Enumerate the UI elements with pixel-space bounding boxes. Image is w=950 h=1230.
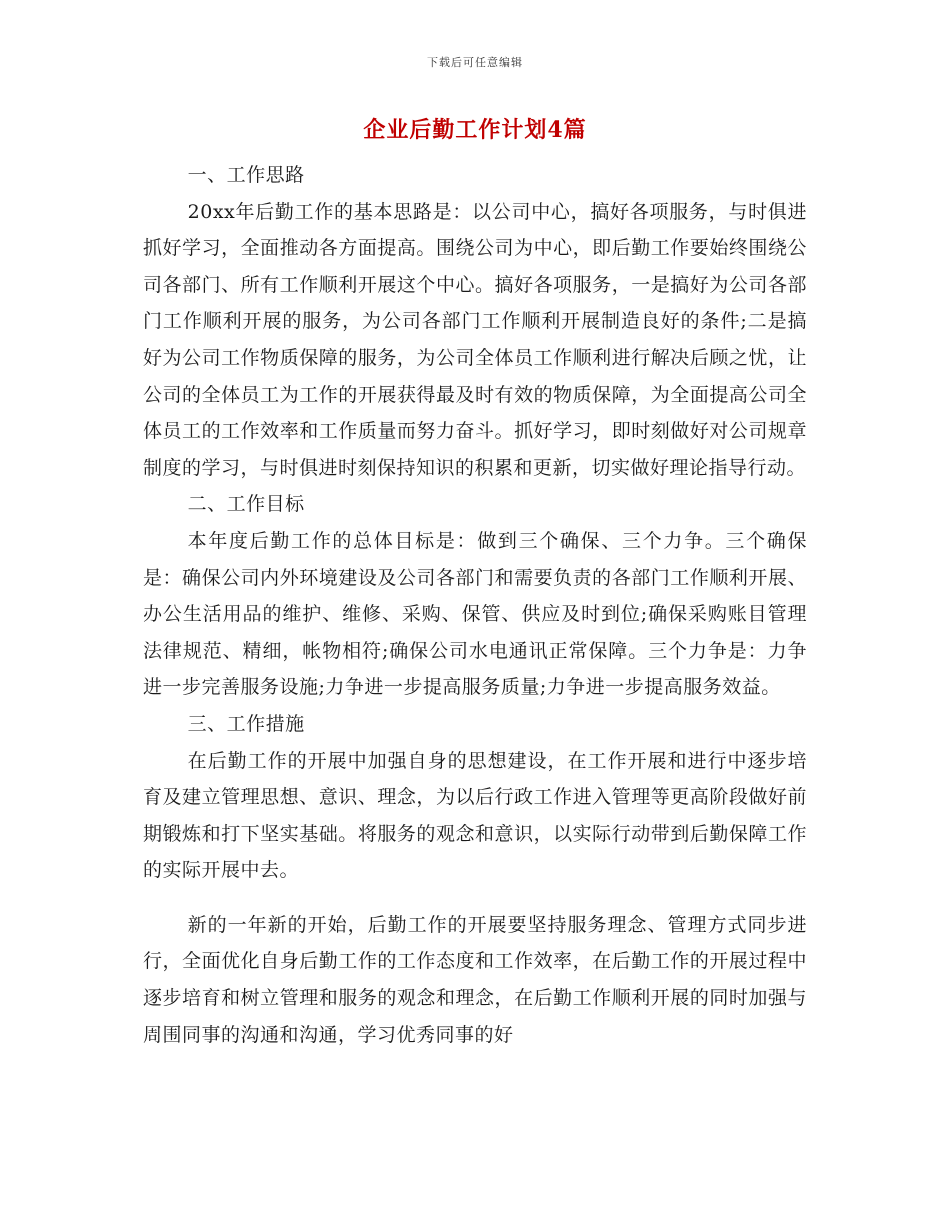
document-title: 企业后勤工作计划4篇 [363, 117, 587, 143]
paragraph: 新的一年新的开始，后勤工作的开展要坚持服务理念、管理方式同步进行，全面优化自身后勤工作的工作态度和工作效率，在后勤工作的开展过程中逐步培育和树立管理和服务的观念和理念，在后勤工作顺利开展的同时加强与周围同事的沟通和沟通，学习优秀同事的好 [143, 913, 807, 1046]
paragraph: 本年度后勤工作的总体目标是：做到三个确保、三个力争。三个确保是：确保公司内外环境建设及公司各部门和需要负责的各部门工作顺利开展、办公生活用品的维护、维修、采购、保管、供应及时到位;确保采购账目管理法律规范、精细，帐物相符;确保公司水电通讯正常保障。三个力争是：力争进一步完善服务设施;力争进一步提高服务质量;力争进一步提高服务效益。 [143, 529, 807, 699]
section-heading-2: 二、工作目标 [187, 493, 305, 516]
section-heading-3: 三、工作措施 [187, 712, 305, 735]
document-body [143, 157, 807, 1053]
paragraph: 20xx年后勤工作的基本思路是：以公司中心，搞好各项服务，与时俱进抓好学习，全面推动各方面提高。围绕公司为中心，即后勤工作要始终围绕公司各部门、所有工作顺利开展这个中心。搞好各项服务，一是搞好为公司各部门工作顺利开展的服务，为公司各部门工作顺利开展制造良好的条件;二是搞好为公司工作物质保障的服务，为公司全体员工作顺利进行解决后顾之忧，让公司的全体员工为工作的开展获得最及时有效的物质保障，为全面提高公司全体员工的工作效率和工作质量而努力奋斗。抓好学习，即时刻做好对公司规章制度的学习，与时俱进时刻保持知识的积累和更新，切实做好理论指导行动。 [143, 200, 807, 479]
section-heading-1: 一、工作思路 [187, 164, 305, 186]
header-note: 下载后可任意编辑 [427, 56, 523, 69]
paragraph: 在后勤工作的开展中加强自身的思想建设，在工作开展和进行中逐步培育及建立管理思想、意识、理念，为以后行政工作进入管理等更高阶段做好前期锻炼和打下坚实基础。将服务的观念和意识，以实际行动带到后勤保障工作的实际开展中去。 [143, 749, 807, 882]
